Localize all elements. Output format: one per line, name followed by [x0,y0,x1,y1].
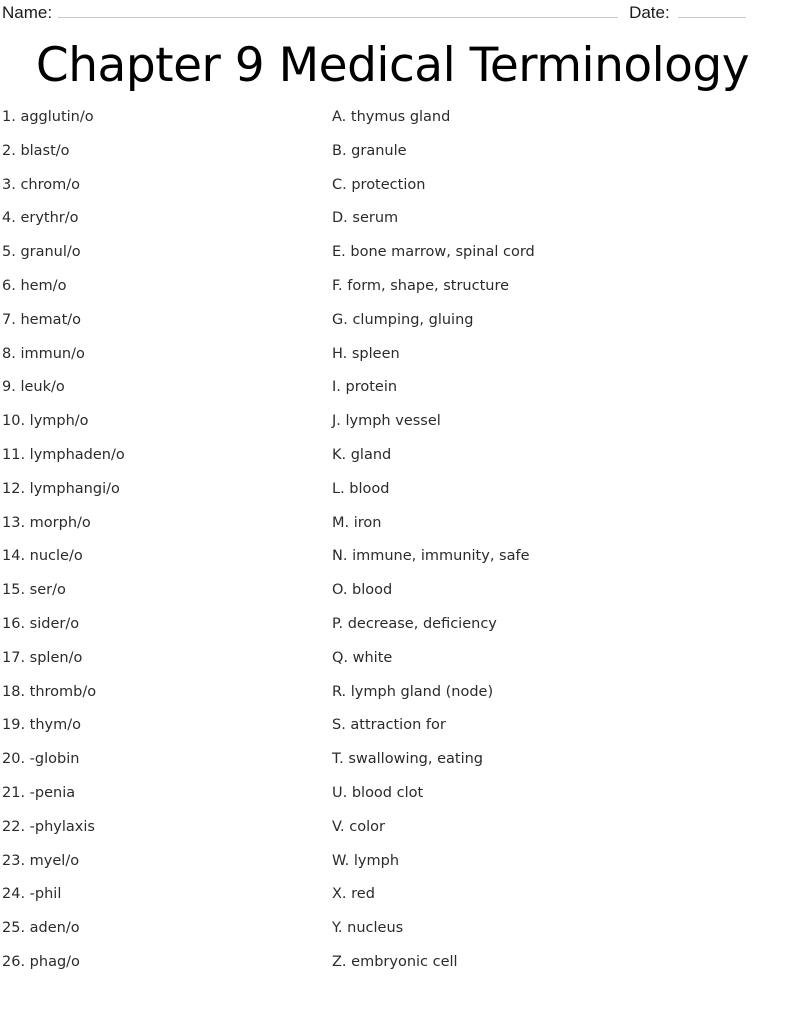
matching-row [0,883,791,917]
definition-entry[interactable]: N. immune, immunity, safe [332,548,530,565]
term-entry[interactable]: 26. phag/o [2,953,80,970]
definition-entry[interactable]: Z. embryonic cell [332,953,458,970]
definition-entry[interactable]: T. swallowing, eating [332,751,483,768]
definition-cell [0,207,400,228]
matching-row [0,816,791,850]
definition-cell [0,748,483,769]
term-entry[interactable]: 5. granul/o [2,244,81,261]
definition-cell [0,174,425,195]
matching-row [0,241,791,275]
definition-cell [0,444,400,465]
name-date-header [0,0,791,26]
definition-entry[interactable]: S. attraction for [332,717,446,734]
term-entry[interactable]: 11. lymphaden/o [2,446,125,463]
definition-cell [0,782,423,803]
definition-entry[interactable]: Q. white [332,649,393,666]
matching-columns [0,106,791,985]
term-entry[interactable]: 2. blast/o [2,142,70,159]
matching-row [0,748,791,782]
definition-entry[interactable]: F. form, shape, structure [332,277,510,294]
matching-row [0,140,791,174]
name-write-in-line[interactable] [58,0,618,18]
definition-entry[interactable]: B. granule [332,142,407,159]
matching-row [0,951,791,985]
matching-row [0,613,791,647]
definition-entry[interactable]: C. protection [332,176,426,193]
definition-entry[interactable]: A. thymus gland [332,109,451,125]
definition-entry[interactable]: V. color [332,818,385,835]
definition-cell [0,613,497,634]
definition-cell [0,714,446,735]
matching-row [0,545,791,579]
term-entry[interactable]: 3. chrom/o [2,176,81,193]
definition-cell [0,951,458,972]
term-entry[interactable]: 12. lymphangi/o [2,480,120,497]
matching-row [0,714,791,748]
definition-entry[interactable]: M. iron [332,514,382,531]
matching-row [0,376,791,410]
matching-row [0,647,791,681]
matching-row [0,106,791,140]
definition-cell [0,545,530,566]
term-entry[interactable]: 22. -phylaxis [2,818,95,835]
term-entry[interactable]: 6. hem/o [2,277,67,294]
definition-entry[interactable]: G. clumping, gluing [332,311,474,328]
definition-entry[interactable]: U. blood clot [332,784,424,801]
definition-cell [0,309,473,330]
term-entry[interactable]: 15. ser/o [2,582,66,599]
term-entry[interactable]: 18. thromb/o [2,683,97,700]
definition-entry[interactable]: Y. nucleus [332,920,404,937]
term-entry[interactable]: 9. leuk/o [2,379,65,396]
term-entry[interactable]: 13. morph/o [2,514,91,531]
name-label: Name: [2,3,53,22]
matching-row [0,309,791,343]
definition-cell [0,883,400,904]
term-entry[interactable]: 24. -phil [2,886,62,903]
definition-cell [0,681,493,702]
term-entry[interactable]: 23. myel/o [2,852,80,869]
matching-row [0,343,791,377]
definition-cell [0,106,450,127]
matching-row [0,174,791,208]
definition-cell [0,376,400,397]
matching-row [0,478,791,512]
definition-entry[interactable]: W. lymph [332,852,400,869]
definition-cell [0,478,400,499]
term-entry[interactable]: 20. -globin [2,751,80,768]
definition-entry[interactable]: I. protein [332,379,398,396]
date-label: Date: [629,3,670,22]
definition-cell [0,917,403,938]
definition-entry[interactable]: K. gland [332,446,392,463]
definition-cell [0,579,400,600]
matching-row [0,579,791,613]
term-entry[interactable]: 21. -penia [2,784,76,801]
matching-row [0,917,791,951]
definition-cell [0,410,441,431]
definition-cell [0,140,407,161]
term-entry[interactable]: 10. lymph/o [2,413,89,430]
definition-entry[interactable]: R. lymph gland (node) [332,683,494,700]
page-title: Chapter 9 Medical Terminology [35,38,750,93]
term-entry[interactable]: 4. erythr/o [2,210,79,227]
matching-row [0,207,791,241]
definition-entry[interactable]: L. blood [332,480,390,497]
matching-row [0,850,791,884]
term-entry[interactable]: 19. thym/o [2,717,82,734]
matching-row [0,410,791,444]
matching-row [0,275,791,309]
definition-cell [0,816,400,837]
term-entry[interactable]: 1. agglutin/o [2,109,94,125]
definition-cell [0,647,400,668]
term-entry[interactable]: 16. sider/o [2,615,80,632]
definition-entry[interactable]: X. red [332,886,375,903]
matching-row [0,782,791,816]
definition-cell [0,512,400,533]
matching-row [0,512,791,546]
definition-cell [0,850,400,871]
definition-entry[interactable]: E. bone marrow, spinal cord [332,244,535,261]
matching-row [0,681,791,715]
definition-entry[interactable]: P. decrease, deficiency [332,615,497,632]
definition-cell [0,343,400,364]
term-entry[interactable]: 7. hemat/o [2,311,82,328]
term-entry[interactable]: 17. splen/o [2,649,83,666]
definition-entry[interactable]: D. serum [332,210,399,227]
term-entry[interactable]: 25. aden/o [2,920,80,937]
matching-row [0,444,791,478]
term-entry[interactable]: 14. nucle/o [2,548,83,565]
date-write-in-line[interactable] [678,0,746,18]
definition-cell [0,241,535,262]
definition-entry[interactable]: O. blood [332,582,393,599]
definition-entry[interactable]: H. spleen [332,345,400,362]
term-entry[interactable]: 8. immun/o [2,345,85,362]
definition-cell [0,275,509,296]
definition-entry[interactable]: J. lymph vessel [332,413,441,430]
